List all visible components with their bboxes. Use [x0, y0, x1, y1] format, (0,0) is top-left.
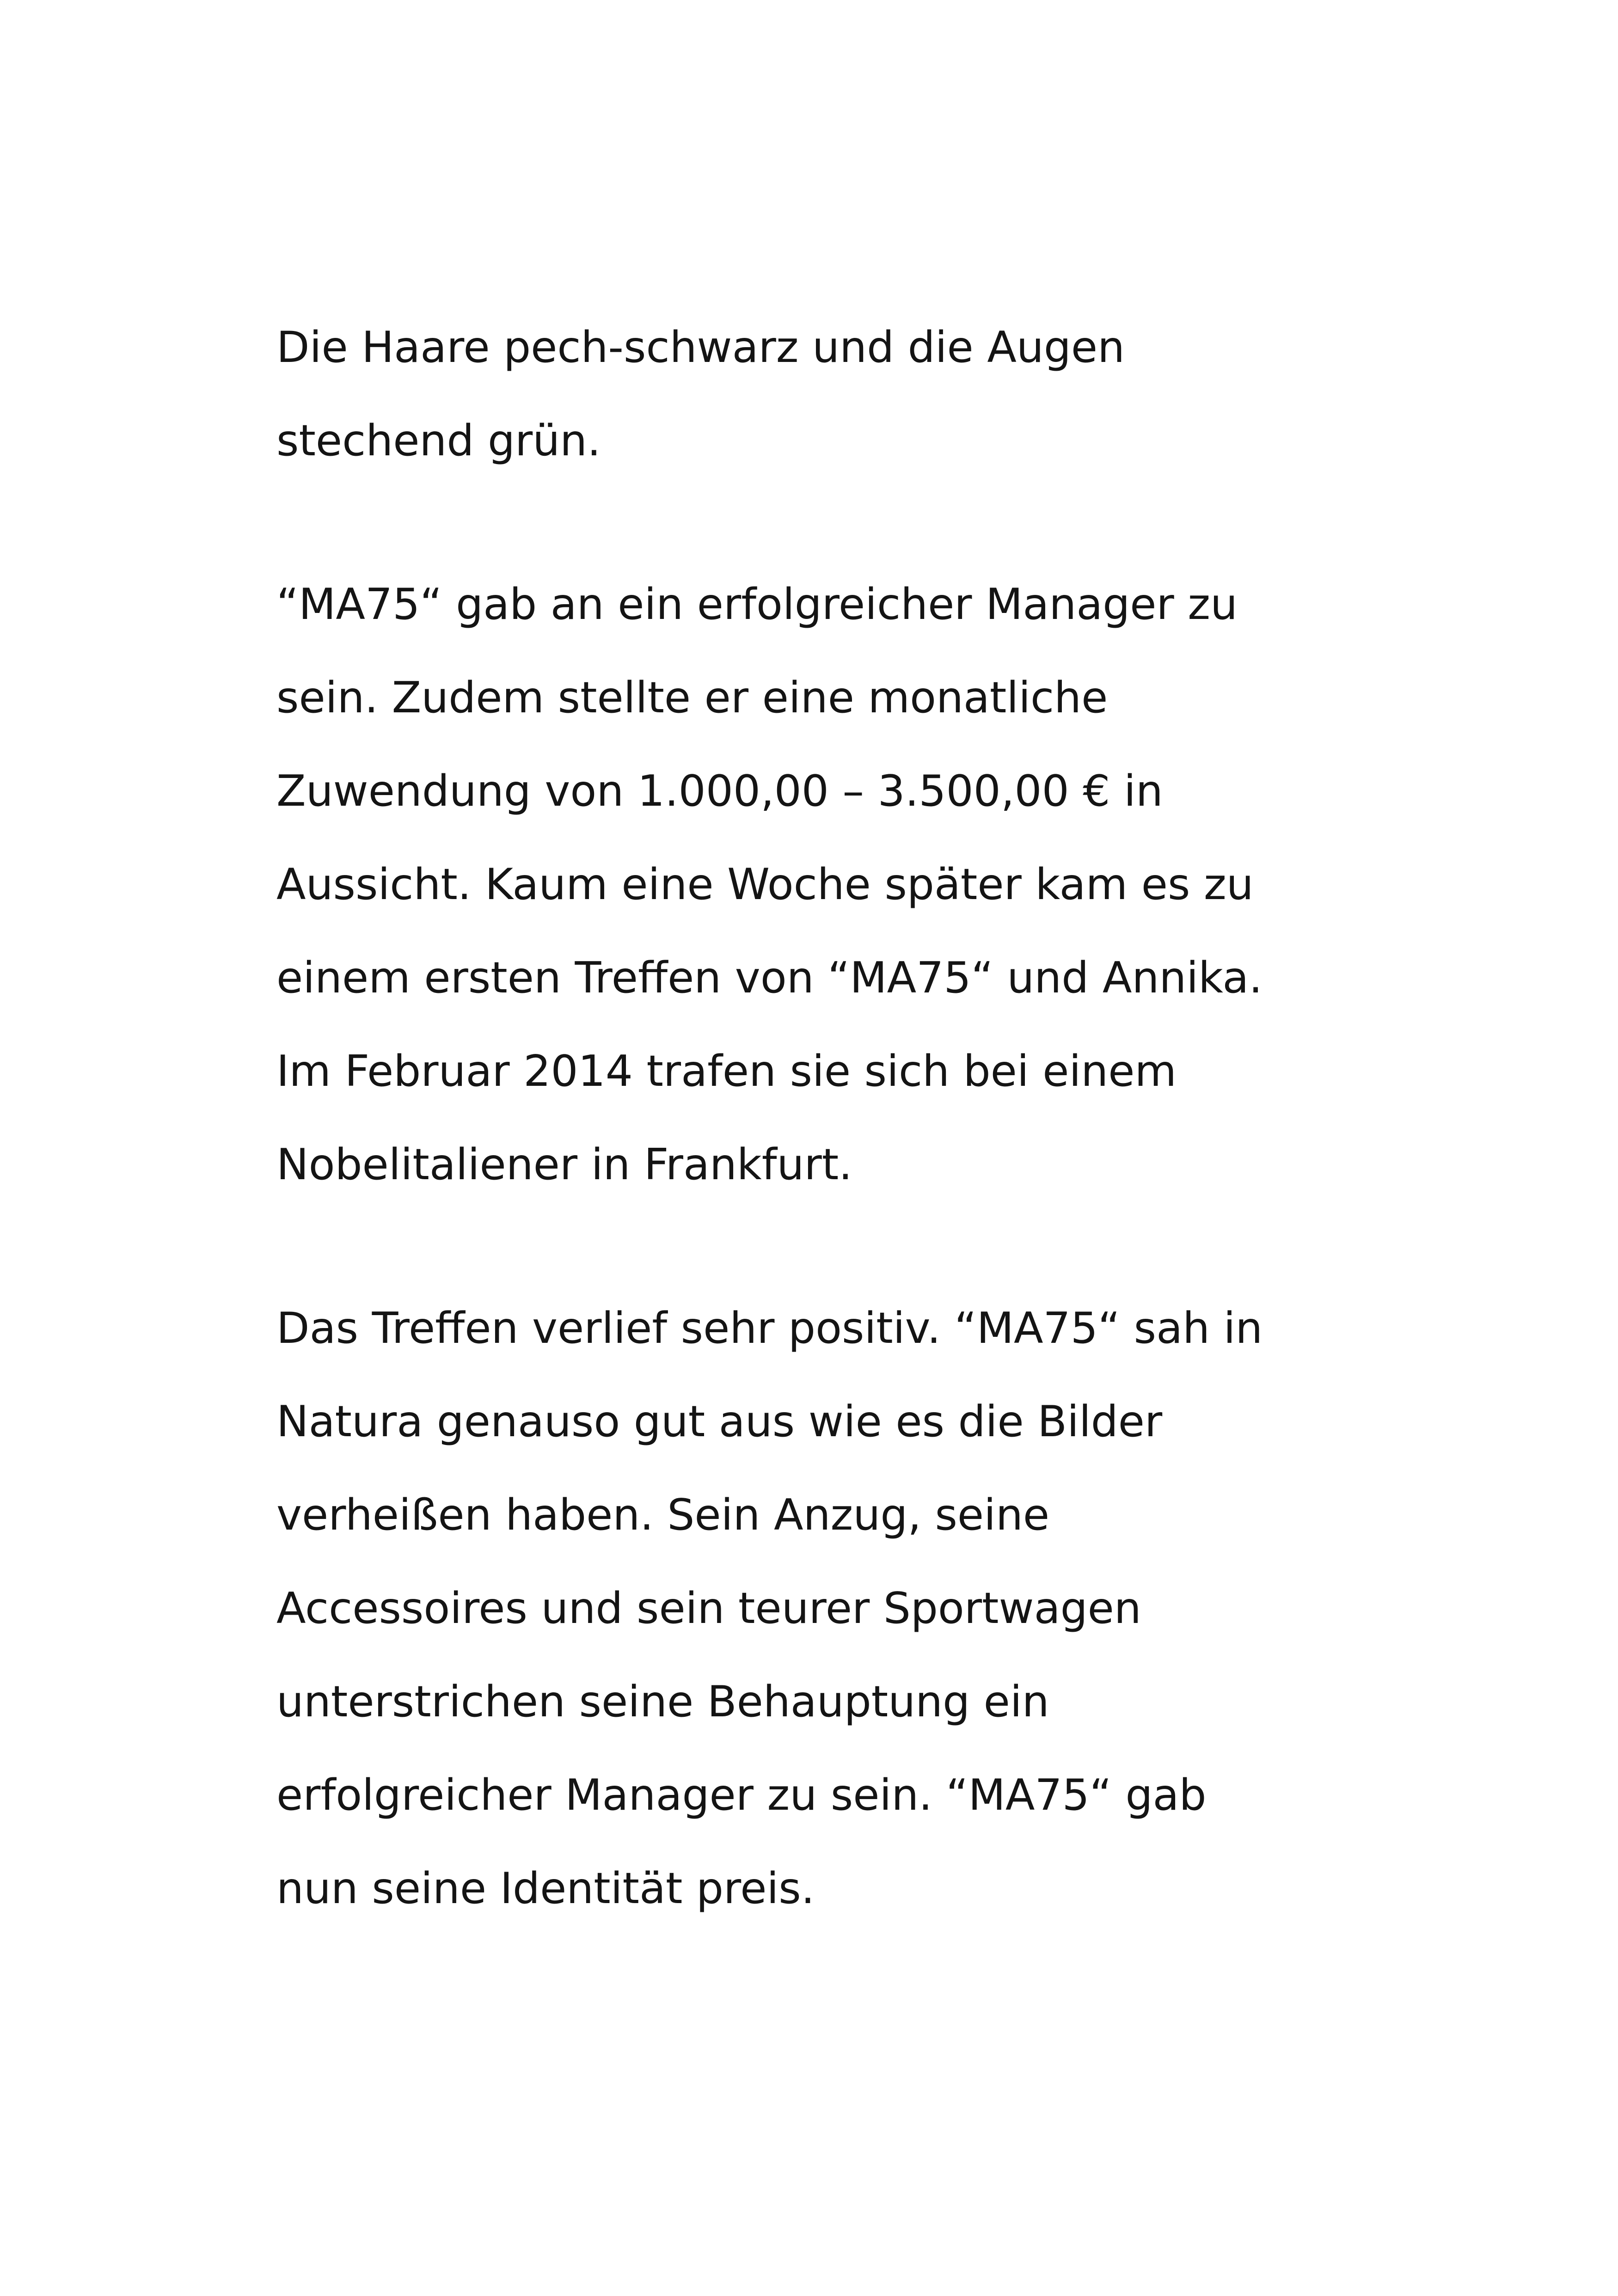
paragraph-line: unterstrichen seine Behauptung ein [276, 1677, 1049, 1727]
paragraph-line: Natura genauso gut aus wie es die Bilder [276, 1396, 1163, 1446]
paragraph-line: sein. Zudem stellte er eine monatliche [276, 673, 1108, 722]
paragraph-line: “MA75“ gab an ein erfolgreicher Manager zu [276, 579, 1238, 629]
paragraph-line: Das Treffen verlief sehr positiv. “MA75“ sah in [276, 1303, 1263, 1353]
paragraph-line: nun seine Identität preis. [276, 1863, 815, 1913]
paragraph-2 [276, 557, 1386, 1211]
paragraph-line: Die Haare pech-schwarz und die Augen [276, 322, 1125, 372]
paragraph-line: erfolgreicher Manager zu sein. “MA75“ gab [276, 1770, 1207, 1820]
paragraph-line: Aussicht. Kaum eine Woche später kam es zu [276, 859, 1254, 909]
paragraph-line: Accessoires und sein teurer Sportwagen [276, 1583, 1141, 1633]
paragraph-3 [276, 1281, 1386, 1935]
paragraph-line: Zuwendung von 1.000,00 – 3.500,00 € in [276, 766, 1163, 816]
paragraph-line: verheißen haben. Sein Anzug, seine [276, 1490, 1050, 1540]
paragraph-1 [276, 300, 1386, 487]
paragraph-line: stechend grün. [276, 416, 601, 465]
paragraph-line: einem ersten Treffen von “MA75“ und Annika. [276, 953, 1263, 1003]
paragraph-line: Nobelitaliener in Frankfurt. [276, 1139, 852, 1189]
document-body [276, 300, 1386, 1935]
paragraph-line: Im Februar 2014 trafen sie sich bei einem [276, 1046, 1177, 1096]
